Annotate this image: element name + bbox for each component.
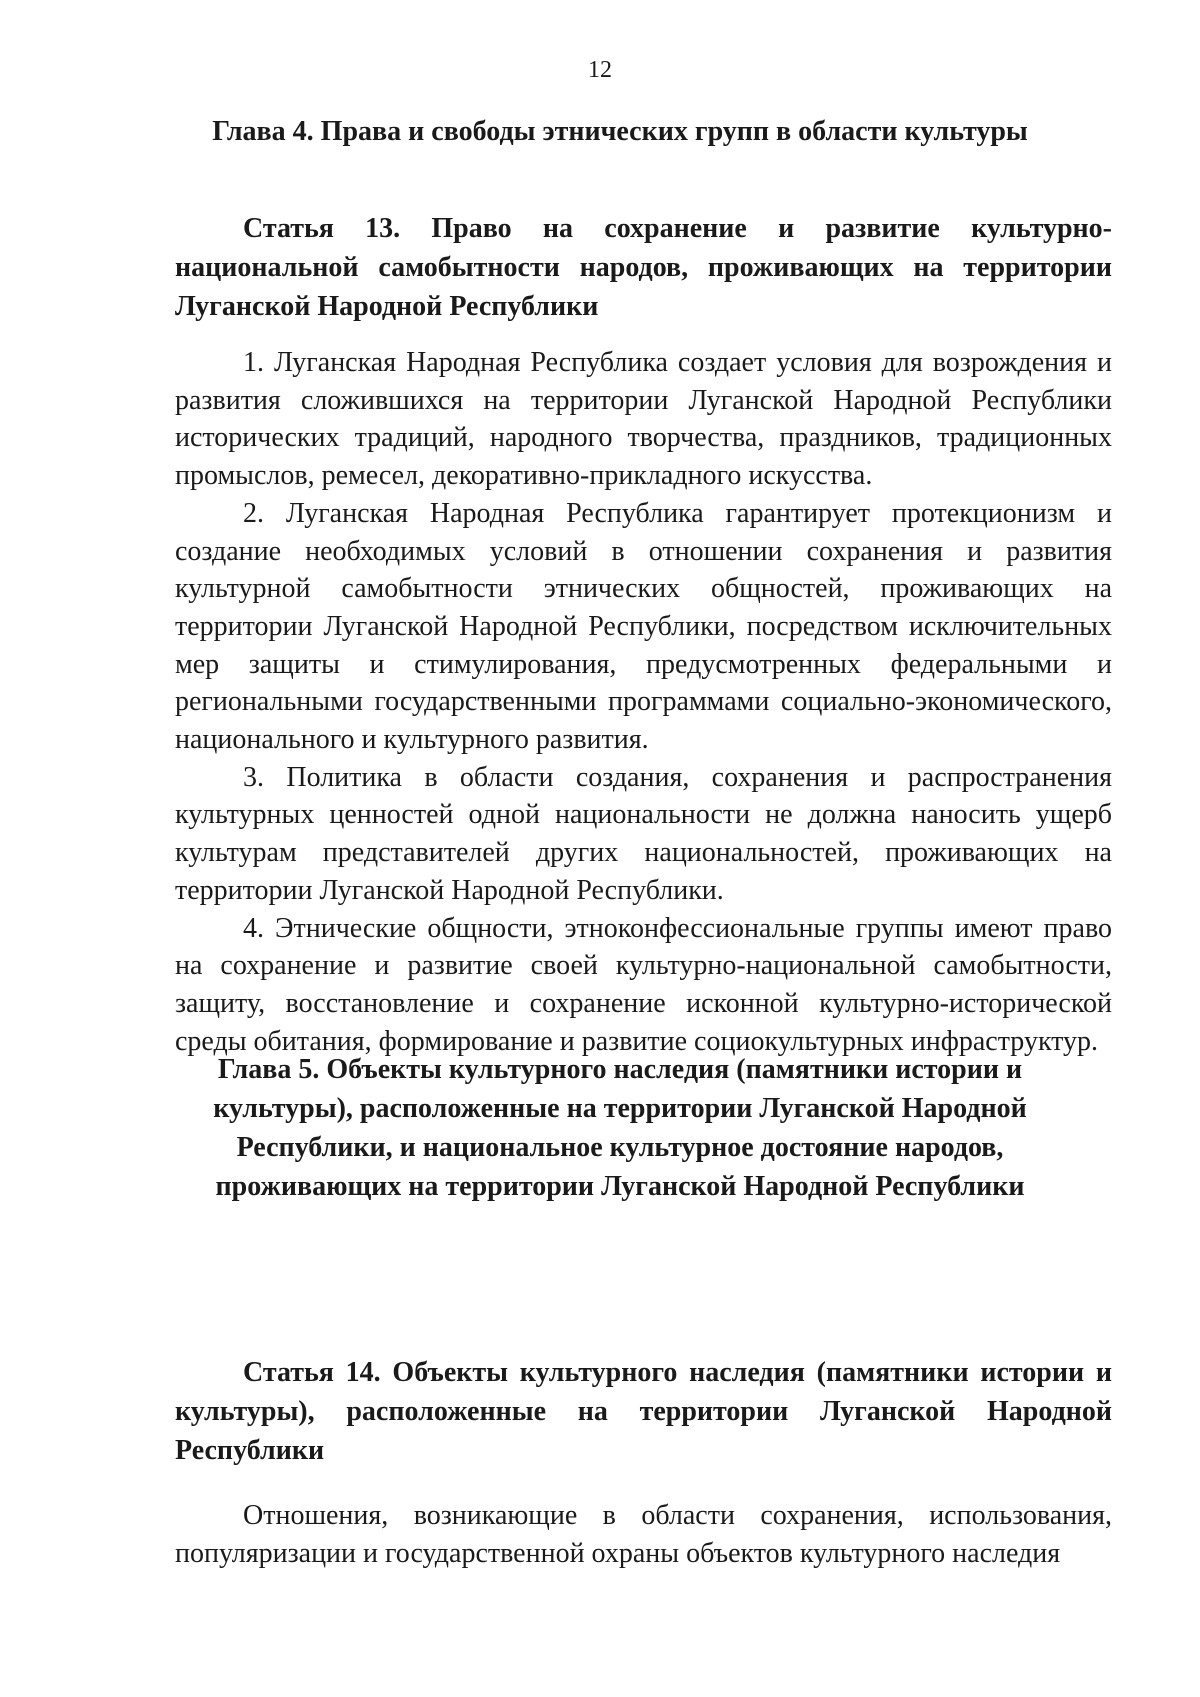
article-13-paragraph-4: 4. Этнические общности, этноконфессиональные группы имеют право на сохранение и развитие своей культурно-национальной самобытности, защиту, восстановление и сохранение исконной культурно-исторической среды обитания, формирование и развитие социокультурных инфраструктур. [175, 912, 1112, 1057]
article-14-body [175, 1497, 1112, 1572]
article-13-paragraph-2: 2. Луганская Народная Республика гарантирует протекционизм и создание необходимых условий в отношении сохранения и развития культурной самобытности этнических общностей, проживающих на территории Луганской Народной Республики, посредством исключительных мер защиты и стимулирования, предусмотренных федеральными и региональными государственными программами социально-экономического, национального и культурного развития. [175, 497, 1112, 756]
article-14-paragraph-1: Отношения, возникающие в области сохранения, использования, популяризации и государственной охраны объектов культурного наследия [175, 1500, 1112, 1569]
page-number: 12 [588, 57, 612, 83]
article-13-paragraph-3: 3. Политика в области создания, сохранения и распространения культурных ценностей одной национальности не должна наносить ущерб культурам представителей других национальностей, проживающих на территории Луганской Народной Республики. [175, 761, 1112, 906]
chapter-5-title: Глава 5. Объекты культурного наследия (памятники истории и культуры), расположенные на территории Луганской Народной Республики, и национальное культурное достояние народов, проживающих на территории Луганской Народной Республики [213, 1054, 1027, 1202]
article-13-paragraph-1: 1. Луганская Народная Республика создает условия для возрождения и развития сложившихся на территории Луганской Народной Республики исторических традиций, народного творчества, праздников, традиционных промыслов, ремесел, декоративно-прикладного искусства. [175, 347, 1112, 492]
article-13-heading: Статья 13. Право на сохранение и развитие культурно-национальной самобытности народов, проживающих на территории Луганской Народной Республики [175, 213, 1112, 322]
article-14-heading: Статья 14. Объекты культурного наследия (памятники истории и культуры), расположенные на территории Луганской Народной Республики [175, 1357, 1112, 1466]
article-13-body [175, 344, 1112, 1060]
chapter-4-title: Глава 4. Права и свободы этнических групп в области культуры [212, 116, 1028, 147]
